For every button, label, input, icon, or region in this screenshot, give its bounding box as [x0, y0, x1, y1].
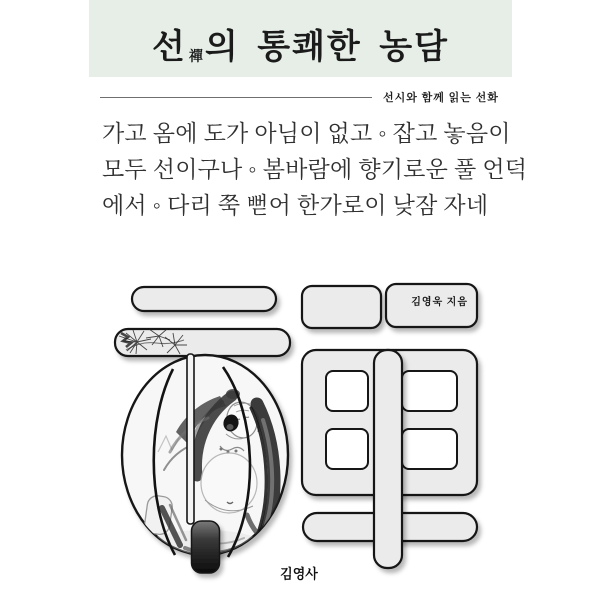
left-radical-shapes — [115, 287, 290, 573]
tagline-rule — [100, 97, 372, 98]
book-title — [152, 19, 449, 68]
poem-line: 모두 선이구나 ◦ 봄바람에 향기로운 풀 언덕 — [102, 157, 528, 182]
title-prefix: 선 — [152, 29, 187, 66]
poem-line: 가고 옴에 도가 아님이 없고 ◦ 잡고 놓음이 — [102, 121, 511, 146]
zen-character-artwork — [95, 275, 490, 585]
title-suffix: 의 통쾌한 농담 — [204, 29, 449, 66]
author-credit: 김영욱 지음 — [411, 297, 468, 308]
poem-line: 에서 ◦ 다리 쭉 뻗어 한가로이 낮잠 자네 — [102, 193, 489, 218]
publisher-logo: 김영사 — [280, 565, 318, 582]
right-component-shapes — [302, 284, 477, 568]
title-band — [89, 0, 512, 77]
poem-block — [102, 116, 528, 224]
tagline-text: 선시와 함께 읽는 선화 — [383, 92, 499, 104]
title-hanja: 禪 — [188, 50, 203, 65]
